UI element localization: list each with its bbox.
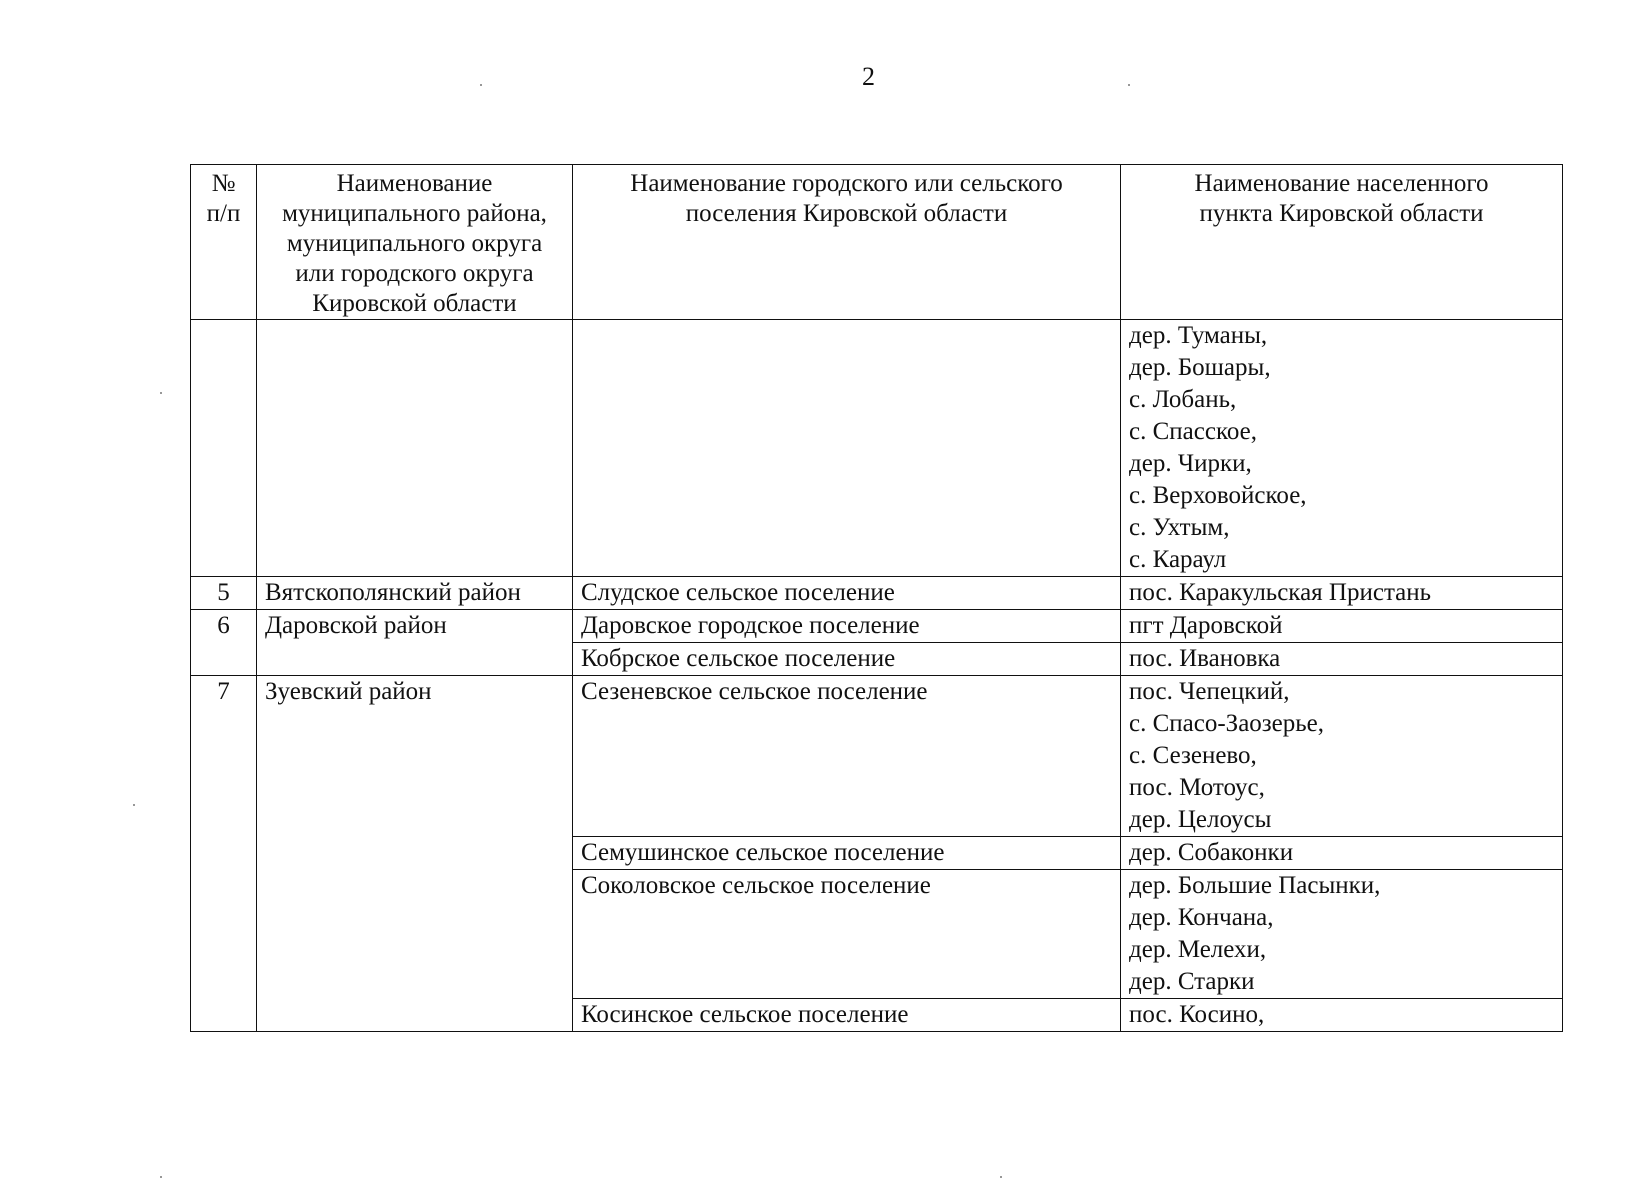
locality-cell: пос. Ивановка — [1121, 643, 1563, 676]
locality-cell: пос. Каракульская Пристань — [1121, 577, 1563, 610]
locality-item: дер. Бошары, — [1129, 354, 1271, 381]
locality-cell — [1121, 870, 1563, 999]
locality-item: пос. Чепецкий, — [1129, 678, 1290, 705]
locality-item: с. Спасо-Заозерье, — [1129, 710, 1325, 737]
header-district: Наименование муниципального района, муниципального округа или городского округа Кировской области — [257, 165, 573, 320]
table-row — [191, 320, 1563, 577]
scan-speck — [480, 84, 482, 86]
locality-item: с. Ухтым, — [1129, 514, 1230, 541]
table-row — [191, 610, 1563, 643]
district-cell: Вятскополянский район — [257, 577, 573, 610]
header-row — [191, 165, 1563, 320]
num-cell — [191, 320, 257, 577]
locality-item: дер. Кончана, — [1129, 904, 1274, 931]
locality-item: с. Караул — [1129, 546, 1227, 573]
settlement-cell: Семушинское сельское поселение — [573, 837, 1121, 870]
district-cell — [257, 320, 573, 577]
locality-item: с. Спасское, — [1129, 418, 1257, 445]
page-number: 2 — [862, 62, 875, 91]
scan-speck — [160, 392, 162, 394]
header-num: № п/п — [191, 165, 257, 320]
scan-speck — [133, 804, 135, 806]
settlement-cell: Даровское городское поселение — [573, 610, 1121, 643]
district-cell: Даровской район — [257, 610, 573, 676]
district-cell: Зуевский район — [257, 676, 573, 1032]
settlement-cell: Косинское сельское поселение — [573, 999, 1121, 1032]
locality-item: пос. Мотоус, — [1129, 774, 1265, 801]
settlement-cell: Слудское сельское поселение — [573, 577, 1121, 610]
settlement-cell: Сезеневское сельское поселение — [573, 676, 1121, 837]
scan-speck — [160, 1176, 162, 1178]
header-locality: Наименование населенного пункта Кировской области — [1121, 165, 1563, 320]
scan-speck — [1000, 1176, 1002, 1178]
locality-item: дер. Туманы, — [1129, 322, 1268, 349]
settlement-cell: Соколовское сельское поселение — [573, 870, 1121, 999]
settlement-cell — [573, 320, 1121, 577]
num-cell: 6 — [191, 610, 257, 676]
num-cell: 5 — [191, 577, 257, 610]
locality-cell — [1121, 999, 1563, 1032]
locality-item: с. Верховойское, — [1129, 482, 1307, 509]
locality-item: дер. Большие Пасынки, — [1129, 872, 1381, 899]
locality-item: дер. Собаконки — [1129, 839, 1294, 866]
locality-cell — [1121, 676, 1563, 837]
locality-cell: пгт Даровской — [1121, 610, 1563, 643]
locality-item: дер. Старки — [1129, 968, 1255, 995]
table-row — [191, 676, 1563, 837]
locality-item: с. Сезенево, — [1129, 742, 1257, 769]
settlement-cell: Кобрское сельское поселение — [573, 643, 1121, 676]
scan-speck — [1128, 84, 1130, 86]
locality-item: с. Лобань, — [1129, 386, 1237, 413]
num-cell: 7 — [191, 676, 257, 1032]
locality-item: дер. Мелехи, — [1129, 936, 1267, 963]
header-settlement: Наименование городского или сельского поселения Кировской области — [573, 165, 1121, 320]
locality-cell — [1121, 320, 1563, 577]
locality-item: дер. Целоусы — [1129, 806, 1272, 833]
locality-item: пос. Косино, — [1129, 1001, 1265, 1028]
locality-item: дер. Чирки, — [1129, 450, 1252, 477]
table-row — [191, 577, 1563, 610]
locality-cell — [1121, 837, 1563, 870]
localities-table — [190, 164, 1563, 1032]
